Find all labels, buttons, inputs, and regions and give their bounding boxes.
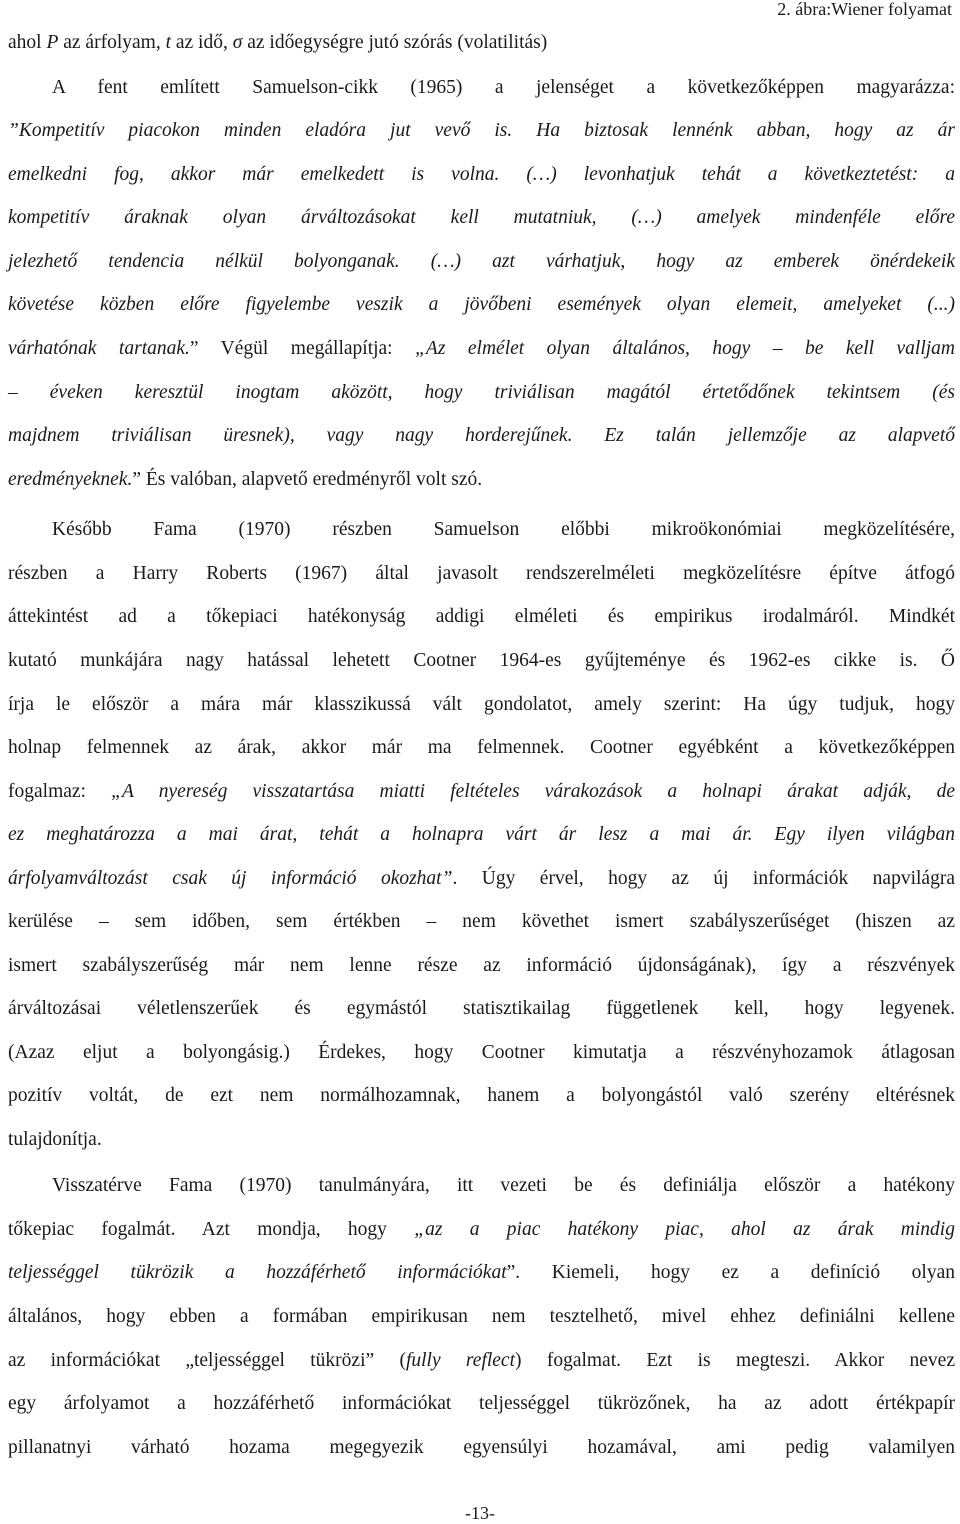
italic-text: követése közben előre figyelembe veszik a jövőbeni események olyan elemeit, amelyeket (...)	[8, 294, 955, 315]
italic-text: majdnem triviálisan üresnek), vagy nagy horderejűnek. Ez talán jellemzője az alapvető	[8, 425, 955, 446]
text-line	[8, 1127, 102, 1153]
text-line	[8, 996, 955, 1022]
italic-text: eredményeknek.	[8, 469, 133, 490]
italic-text: „az a piac hatékony piac, ahol az árak mindig	[414, 1219, 955, 1240]
text-run: árváltozásai véletlenszerűek és egymástól statisztikailag függetlenek kell, hogy legyenek.	[8, 998, 955, 1019]
text-line	[8, 380, 955, 406]
text-run: ”. Kiemeli, hogy ez a definíció olyan	[506, 1262, 955, 1283]
text-line	[8, 692, 955, 718]
text-line	[8, 118, 955, 144]
text-run: ismert szabályszerűség már nem lenne része az információ újdonságának), így a részvények	[8, 955, 955, 976]
text-line	[8, 1040, 955, 1066]
text-line	[8, 909, 955, 935]
text-line	[8, 249, 955, 275]
text-run: az információkat „teljességgel tükrözi” (	[8, 1350, 406, 1371]
text-run: az árfolyam,	[58, 32, 166, 53]
text-line	[8, 953, 955, 979]
italic-text: ”Kompetitív piacokon minden eladóra jut vevő is. Ha biztosak lennénk abban, hogy az ár	[8, 120, 955, 141]
text-line	[8, 1217, 955, 1243]
italic-text: P	[46, 32, 59, 53]
text-line	[8, 423, 955, 449]
text-line	[8, 735, 955, 761]
italic-text: árfolyamváltozást csak új információ okozhat”	[8, 868, 453, 889]
text-run: ” Végül megállapítja:	[189, 338, 416, 359]
text-line	[8, 1348, 955, 1374]
italic-text: t	[165, 32, 171, 53]
text-line	[8, 866, 955, 892]
text-run: Később Fama (1970) részben Samuelson előbbi mikroökonómiai megközelítésére,	[52, 519, 955, 540]
text-line	[8, 205, 955, 231]
text-run: egy árfolyamot a hozzáférhető információkat teljességgel tükrözőnek, ha az adott értékpapír	[8, 1393, 955, 1414]
text-run: ” És valóban, alapvető eredményről volt szó.	[132, 469, 483, 490]
italic-text: várhatónak tartanak.	[8, 338, 190, 359]
italic-text: emelkedni fog, akkor már emelkedett is volna. (…) levonhatjuk tehát a következtetést: a	[8, 164, 955, 185]
italic-text: fully reflect	[405, 1350, 516, 1371]
text-line	[8, 779, 955, 805]
text-run: (Azaz eljut a bolyongásig.) Érdekes, hogy Cootner kimutatja a részvényhozamok átlagosan	[8, 1042, 955, 1063]
text-line	[8, 1391, 955, 1417]
italic-text: „Az elmélet olyan általános, hogy – be kell valljam	[415, 338, 955, 359]
text-run: általános, hogy ebben a formában empirikusan nem tesztelhető, mivel ehhez definiálni kellene	[8, 1306, 955, 1327]
italic-text: jelezhető tendencia nélkül bolyonganak. (…) azt várhatjuk, hogy az emberek önérdekeik	[8, 251, 955, 272]
text-run: pozitív voltát, de ezt nem normálhozamnak, hanem a bolyongástól való szerény eltérésnek	[8, 1085, 955, 1106]
text-run: ahol	[8, 32, 47, 53]
text-run: Visszatérve Fama (1970) tanulmányára, itt vezeti be és definiálja először a hatékony	[52, 1175, 955, 1196]
text-run: az idő,	[171, 32, 233, 53]
text-run: kutató munkájára nagy hatással lehetett Cootner 1964-es gyűjteménye és 1962-es cikke is. Ő	[8, 650, 955, 671]
text-run: A fent említett Samuelson-cikk (1965) a jelenséget a következőképpen magyarázza:	[52, 77, 955, 98]
text-line	[8, 292, 955, 318]
text-run: részben a Harry Roberts (1967) által javasolt rendszerelméleti megközelítésre építve átfogó	[8, 563, 955, 584]
text-line	[52, 517, 955, 543]
italic-text: teljességgel tükrözik a hozzáférhető információkat	[8, 1262, 507, 1283]
figure-caption: 2. ábra:Wiener folyamat	[777, 0, 952, 19]
text-line	[8, 822, 955, 848]
text-line	[8, 648, 955, 674]
text-line	[8, 1435, 955, 1461]
text-run: áttekintést ad a tőkepiaci hatékonyság addigi elméleti és empirikus irodalmáról. Mindkét	[8, 606, 955, 627]
italic-text: „A nyereség visszatartása miatti feltételes várakozások a holnapi árakat adják, de	[111, 781, 955, 802]
text-run: tulajdonítja.	[8, 1129, 102, 1150]
italic-text: – éveken keresztül inogtam aközött, hogy triviálisan magától értetődőnek tekintsem (és	[8, 382, 955, 403]
text-line	[8, 467, 482, 493]
text-run: . Úgy érvel, hogy az új információk napvilágra	[452, 868, 955, 889]
text-line	[8, 30, 547, 56]
text-run: holnap felmennek az árak, akkor már ma felmennek. Cootner egyébként a következőképpen	[8, 737, 955, 758]
text-line	[8, 604, 955, 630]
text-run: az időegységre jutó szórás (volatilitás)	[242, 32, 548, 53]
italic-text: ez meghatározza a mai árat, tehát a holnapra várt ár lesz a mai ár. Egy ilyen világban	[8, 824, 955, 845]
text-line	[8, 1260, 955, 1286]
italic-text: σ	[232, 32, 243, 53]
text-line	[8, 1083, 955, 1109]
page-number: -13-	[465, 1503, 495, 1523]
text-line	[52, 75, 955, 101]
text-run: fogalmaz:	[8, 781, 112, 802]
text-line	[8, 162, 955, 188]
text-line	[8, 561, 955, 587]
text-line	[52, 1173, 955, 1199]
text-run: ) fogalmat. Ezt is megteszi. Akkor nevez	[515, 1350, 955, 1371]
text-run: kerülése – sem időben, sem értékben – nem követhet ismert szabályszerűséget (hiszen az	[8, 911, 955, 932]
italic-text: kompetitív áraknak olyan árváltozásokat kell mutatniuk, (…) amelyek mindenféle előre	[8, 207, 955, 228]
text-line	[8, 336, 955, 362]
text-line	[8, 1304, 955, 1330]
text-run: tőkepiac fogalmát. Azt mondja, hogy	[8, 1219, 415, 1240]
text-run: írja le először a mára már klasszikussá vált gondolatot, amely szerint: Ha úgy tudjuk, hogy	[8, 694, 955, 715]
text-run: pillanatnyi várható hozama megegyezik egyensúlyi hozamával, ami pedig valamilyen	[8, 1437, 955, 1458]
